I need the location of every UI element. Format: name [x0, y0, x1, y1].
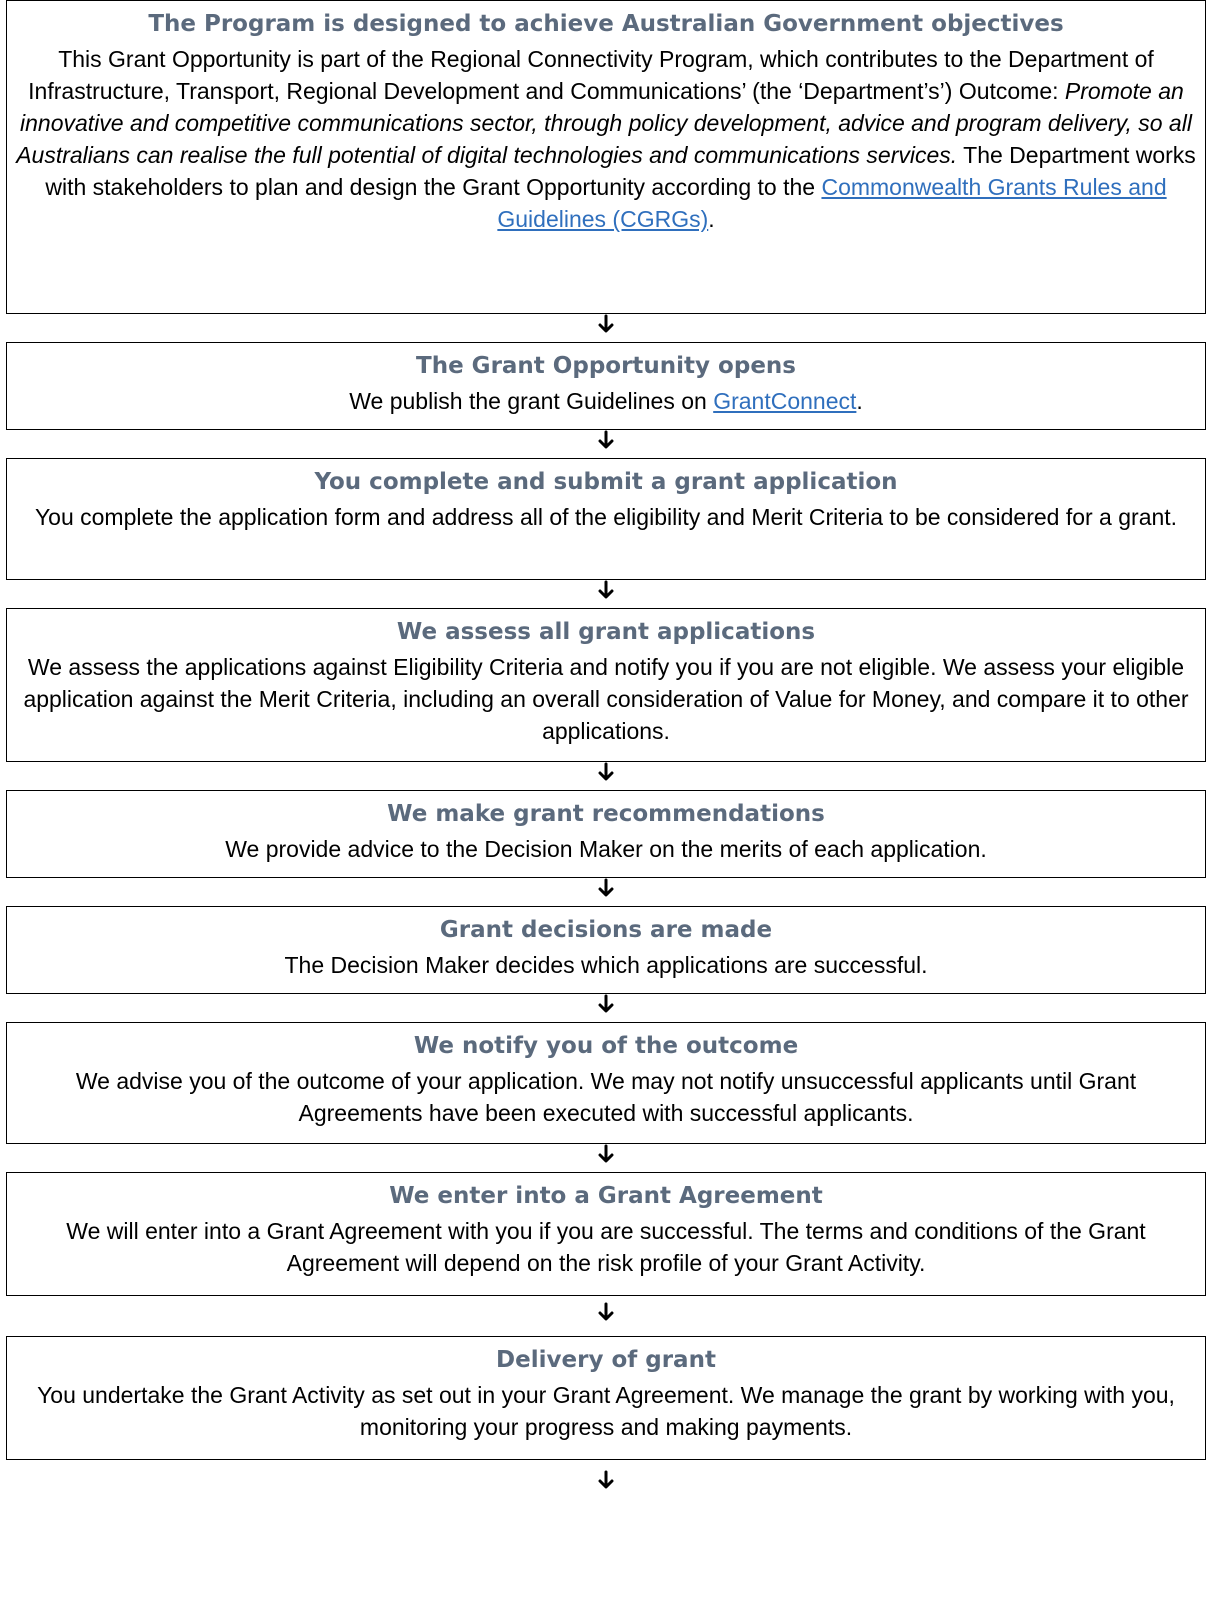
step-assess-applications	[6, 608, 1206, 762]
step-body: We assess the applications against Eligibility Criteria and notify you if you are not eligible. We assess your eligible application against the Merit Criteria, including an overall consideration of Value for Money, and compare it to other applications.	[23, 654, 1189, 744]
arrow-down-icon	[6, 994, 1206, 1022]
step-text: The Department works with stakeholders to plan and design the Grant Opportunity according to the	[45, 142, 1196, 200]
step-program-objectives	[6, 0, 1206, 314]
step-title: We enter into a Grant Agreement	[389, 1183, 823, 1209]
arrow-down-icon	[6, 1296, 1206, 1336]
step-title: The Grant Opportunity opens	[416, 353, 796, 379]
step-notify-outcome	[6, 1022, 1206, 1144]
step-decisions	[6, 906, 1206, 994]
arrow-down-icon	[6, 1460, 1206, 1500]
arrow-down-icon	[6, 430, 1206, 458]
step-title: Delivery of grant	[496, 1347, 716, 1373]
step-body: You complete the application form and address all of the eligibility and Merit Criteria to be considered for a grant.	[34, 504, 1178, 530]
outcome-statement: Promote an innovative and competitive communications sector, through policy development, advice and program delivery, so all Australians can realise the full potential of digital technologies and communications services.	[16, 78, 1192, 168]
step-body: We provide advice to the Decision Maker on the merits of each application.	[225, 836, 987, 862]
step-text: .	[708, 206, 715, 232]
step-title: We make grant recommendations	[387, 801, 825, 827]
step-delivery	[6, 1336, 1206, 1460]
grantconnect-link[interactable]: GrantConnect	[713, 388, 857, 414]
arrow-down-icon	[6, 762, 1206, 790]
step-body	[7, 43, 1205, 238]
step-body: The Decision Maker decides which applications are successful.	[284, 952, 928, 978]
arrow-down-icon	[6, 314, 1206, 342]
step-submit-application	[6, 458, 1206, 580]
step-text: We publish the grant Guidelines on	[349, 388, 714, 414]
step-recommendations	[6, 790, 1206, 878]
step-opportunity-opens	[6, 342, 1206, 430]
step-text: This Grant Opportunity is part of the Regional Connectivity Program, which contributes to the Department of Infrastructure, Transport, Regional Development and Communications’ (the ‘Department’s’) Outcome:	[28, 46, 1154, 104]
step-body	[7, 385, 1205, 420]
step-title: You complete and submit a grant application	[314, 469, 898, 495]
step-title: Grant decisions are made	[439, 917, 773, 943]
step-title: We assess all grant applications	[396, 619, 816, 645]
step-title: The Program is designed to achieve Australian Government objectives	[148, 11, 1064, 37]
step-body: You undertake the Grant Activity as set out in your Grant Agreement. We manage the grant by working with you, monitoring your progress and making payments.	[37, 1382, 1175, 1440]
arrow-down-icon	[6, 1144, 1206, 1172]
process-flowchart	[6, 0, 1206, 1500]
step-body: We will enter into a Grant Agreement with you if you are successful. The terms and conditions of the Grant Agreement will depend on the risk profile of your Grant Activity.	[66, 1218, 1146, 1276]
step-body: We advise you of the outcome of your application. We may not notify unsuccessful applicants until Grant Agreements have been executed with successful applicants.	[75, 1068, 1137, 1126]
step-grant-agreement	[6, 1172, 1206, 1296]
step-title: We notify you of the outcome	[413, 1033, 799, 1059]
arrow-down-icon	[6, 878, 1206, 906]
arrow-down-icon	[6, 580, 1206, 608]
cgrgs-link[interactable]: Commonwealth Grants Rules and Guidelines (CGRGs)	[497, 174, 1167, 232]
step-text: .	[856, 388, 863, 414]
